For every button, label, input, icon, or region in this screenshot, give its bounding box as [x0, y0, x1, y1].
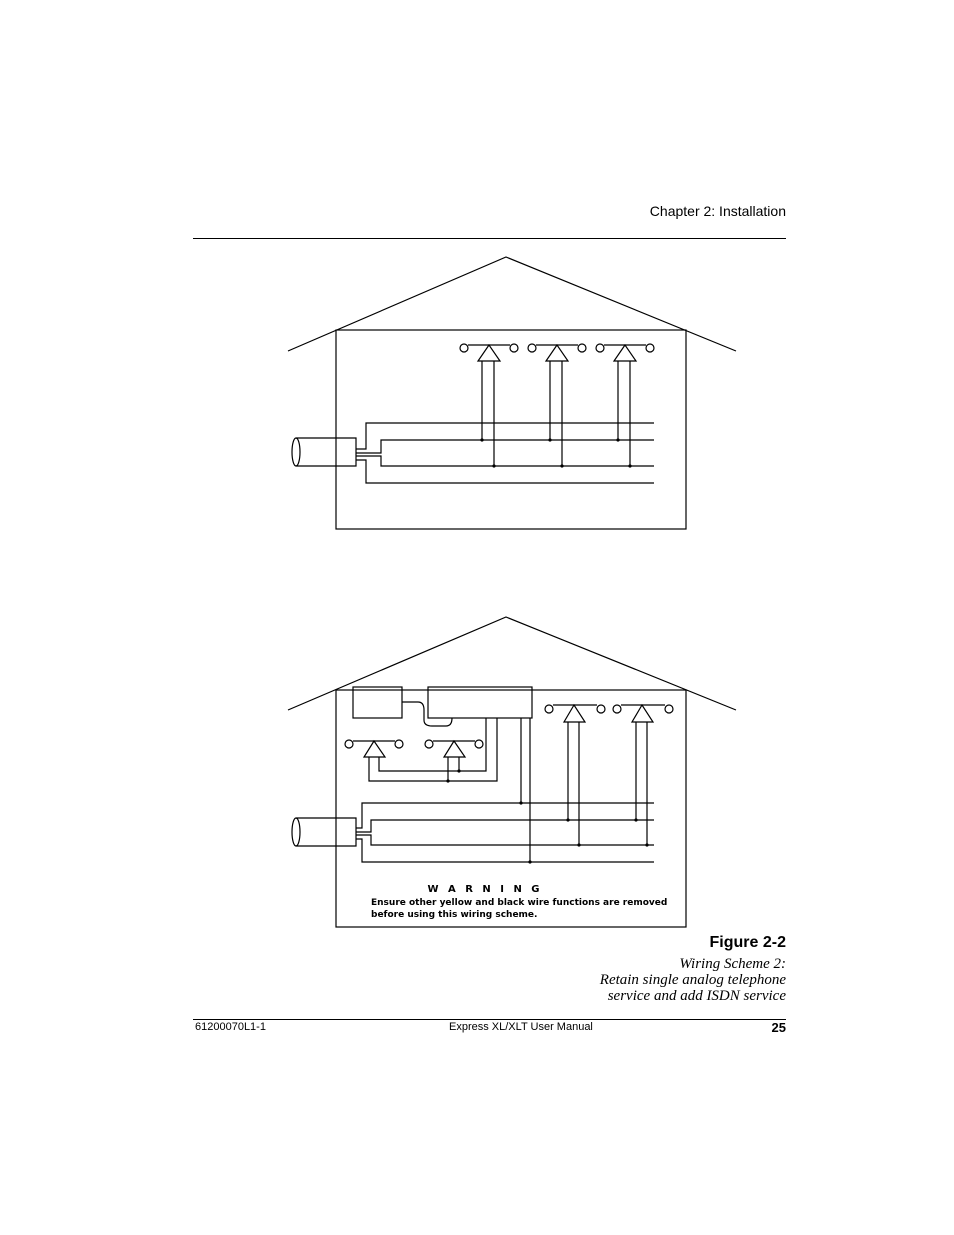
phone-icon	[425, 740, 483, 757]
figure-label: Figure 2-2	[709, 934, 786, 951]
page-number: 25	[771, 1020, 786, 1035]
caption-line: service and add ISDN service	[607, 988, 786, 1004]
phone-icon	[345, 740, 403, 757]
phone-icon	[596, 344, 654, 361]
house-current-wiring	[288, 257, 736, 529]
figure-caption	[600, 956, 786, 1004]
warning-title: W A R N I N G	[427, 884, 543, 895]
manual-title: Express XL/XLT User Manual	[449, 1021, 593, 1033]
phone-icon	[613, 705, 673, 722]
network-interface-icon	[292, 438, 356, 466]
power-cord	[402, 702, 452, 726]
phone-icon	[460, 344, 518, 361]
phone-icon	[528, 344, 586, 361]
footer-rule	[193, 1019, 786, 1020]
power-supply-box	[353, 687, 402, 718]
caption-line: Wiring Scheme 2:	[679, 956, 786, 972]
doc-number: 61200070L1-1	[195, 1021, 266, 1033]
chapter-header: Chapter 2: Installation	[649, 203, 786, 219]
isdn-terminal-box	[428, 687, 532, 718]
warning-line: Ensure other yellow and black wire functions are removed	[371, 898, 668, 908]
house-wiring-scheme-2	[288, 617, 736, 927]
phone-icon	[545, 705, 605, 722]
network-interface-icon	[292, 818, 356, 846]
warning-line: before using this wiring scheme.	[371, 910, 538, 920]
warning-text	[371, 897, 671, 921]
warning-notice	[371, 884, 671, 921]
caption-line: Retain single analog telephone	[599, 972, 786, 988]
